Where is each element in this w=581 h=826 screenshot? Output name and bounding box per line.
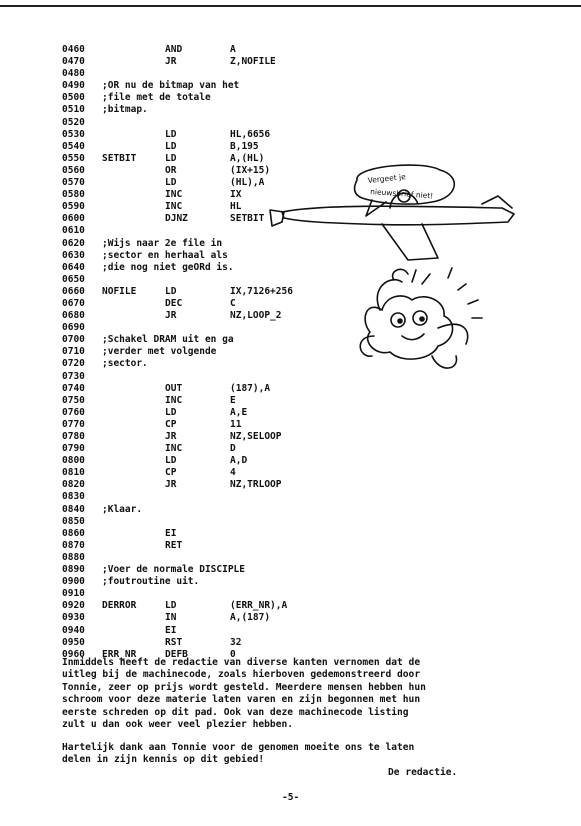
code-operand: IX (230, 189, 242, 201)
line-number: 0860 (62, 527, 85, 539)
line-number: 0570 (62, 177, 85, 189)
code-opcode: LD (165, 128, 177, 140)
line-number: 0720 (62, 358, 85, 370)
line-number: 0730 (62, 370, 85, 382)
code-comment: ;die nog niet geORd is. (102, 261, 234, 273)
line-number: 0880 (62, 551, 85, 563)
code-line (62, 141, 382, 153)
code-opcode: INC (165, 394, 183, 406)
code-opcode: EI (165, 624, 177, 636)
plane-wing (382, 224, 438, 260)
line-number: 0760 (62, 406, 85, 418)
code-operand: Z,NOFILE (230, 56, 276, 68)
line-number: 0700 (62, 334, 85, 346)
code-opcode: RST (165, 636, 183, 648)
code-line (62, 80, 382, 92)
line-number: 0770 (62, 418, 85, 430)
code-opcode: RET (165, 539, 183, 551)
code-opcode: JR (165, 56, 177, 68)
code-line (62, 516, 382, 528)
code-line (62, 117, 382, 129)
code-opcode: DEC (165, 297, 183, 309)
line-number: 0830 (62, 491, 85, 503)
code-line (62, 637, 382, 649)
line-number: 0650 (62, 273, 85, 285)
code-opcode: JR (165, 431, 177, 442)
code-opcode: EI (165, 527, 177, 539)
code-line (62, 56, 382, 68)
code-comment: ;bitmap. (102, 104, 148, 116)
line-number: 0640 (62, 261, 85, 273)
code-operand: NZ,TRLOOP (230, 479, 282, 491)
code-opcode: LD (165, 455, 177, 467)
line-number: 0560 (62, 164, 85, 176)
bubble-text-line1: Vergeet je (367, 172, 407, 185)
line-number: 0850 (62, 515, 85, 527)
code-label: ERR_NR (102, 648, 137, 660)
code-line (62, 92, 382, 104)
top-rule (0, 5, 581, 7)
code-operand: C (230, 297, 236, 309)
code-operand: A,E (230, 406, 248, 418)
page-number: -5- (282, 792, 300, 803)
code-line (62, 625, 382, 637)
bubble-text-line2: nieuwsbrief niet! (369, 187, 434, 201)
code-line (62, 104, 382, 116)
code-operand: IX,7126+256 (230, 285, 293, 297)
code-opcode: INC (165, 189, 183, 201)
line-number: 0900 (62, 576, 85, 588)
cartoon-illustration (262, 160, 522, 400)
code-line (62, 491, 382, 503)
line-number: 0480 (62, 68, 85, 80)
plane-fuselage (282, 206, 514, 225)
code-opcode: LD (165, 600, 177, 612)
code-comment: ;Schakel DRAM uit en ga (102, 334, 234, 346)
code-label: SETBIT (102, 152, 137, 164)
paragraph-thanks: Hartelijk dank aan Tonnie voor de genomen moeite ons te laten delen in zijn kennis op dit gebied! (62, 742, 415, 766)
code-opcode: LD (165, 152, 177, 164)
code-label: DERROR (102, 600, 137, 612)
code-opcode: LD (165, 406, 177, 418)
code-operand: 4 (230, 467, 236, 479)
code-operand: 32 (230, 636, 242, 648)
signature: De redactie. (388, 767, 458, 778)
line-number: 0690 (62, 322, 85, 334)
line-number: 0460 (62, 44, 85, 55)
code-line (62, 431, 382, 443)
line-number: 0530 (62, 128, 85, 140)
code-line (62, 407, 382, 419)
code-line (62, 467, 382, 479)
code-operand: B,195 (230, 140, 259, 152)
code-opcode: JR (165, 310, 177, 322)
line-number: 0500 (62, 92, 85, 104)
code-comment: ;OR nu de bitmap van het (102, 80, 240, 92)
code-comment: ;Wijs naar 2e file in (102, 237, 223, 249)
code-operand: A,D (230, 455, 248, 467)
code-opcode: DJNZ (165, 213, 188, 225)
code-operand: HL,6656 (230, 128, 271, 140)
line-number: 0680 (62, 310, 85, 322)
code-line (62, 68, 382, 80)
code-opcode: OR (165, 164, 177, 176)
line-number: 0670 (62, 297, 85, 309)
code-operand: SETBIT (230, 213, 265, 225)
code-operand: NZ,LOOP_2 (230, 310, 282, 322)
code-opcode: INC (165, 201, 183, 213)
line-number: 0580 (62, 189, 85, 201)
code-opcode: LD (165, 285, 177, 297)
code-operand: (HL),A (230, 177, 265, 189)
line-number: 0490 (62, 80, 85, 92)
line-number: 0590 (62, 201, 85, 213)
code-comment: ;sector en herhaal als (102, 249, 228, 261)
code-operand: E (230, 394, 236, 406)
code-line (62, 44, 382, 56)
code-line (62, 479, 382, 491)
code-line (62, 504, 382, 516)
line-number: 0790 (62, 443, 85, 455)
code-operand: HL (230, 201, 242, 213)
line-number: 0920 (62, 600, 85, 612)
code-opcode: IN (165, 612, 177, 624)
line-number: 0780 (62, 431, 85, 442)
code-opcode: CP (165, 418, 177, 430)
line-number: 0930 (62, 612, 85, 624)
code-operand: (187),A (230, 382, 271, 394)
code-operand: 0 (230, 648, 236, 660)
code-comment: ;foutroutine uit. (102, 576, 200, 588)
line-number: 0800 (62, 455, 85, 467)
code-opcode: JR (165, 479, 177, 491)
code-comment: ;Voer de normale DISCIPLE (102, 564, 245, 576)
code-line (62, 552, 382, 564)
line-number: 0890 (62, 564, 85, 576)
line-number: 0810 (62, 467, 85, 479)
line-number: 0960 (62, 648, 85, 660)
line-number: 0660 (62, 285, 85, 297)
code-opcode: DEFB (165, 648, 188, 660)
code-operand: (ERR_NR),A (230, 600, 288, 612)
line-number: 0540 (62, 140, 85, 152)
code-line (62, 419, 382, 431)
line-number: 0840 (62, 503, 85, 515)
line-number: 0550 (62, 152, 85, 164)
code-line (62, 129, 382, 141)
code-opcode: AND (165, 44, 183, 55)
line-number: 0870 (62, 539, 85, 551)
code-operand: NZ,SELOOP (230, 431, 282, 442)
code-operand: A,(187) (230, 612, 271, 624)
code-line (62, 588, 382, 600)
line-number: 0750 (62, 394, 85, 406)
code-line (62, 443, 382, 455)
line-number: 0740 (62, 382, 85, 394)
code-line (62, 576, 382, 588)
line-number: 0630 (62, 249, 85, 261)
code-opcode: LD (165, 177, 177, 189)
code-operand: A,(HL) (230, 152, 265, 164)
code-comment: ;verder met volgende (102, 346, 217, 358)
code-opcode: INC (165, 443, 183, 455)
code-operand: (IX+15) (230, 164, 271, 176)
code-line (62, 612, 382, 624)
code-line (62, 564, 382, 576)
code-operand: 11 (230, 418, 242, 430)
code-comment: ;file met de totale (102, 92, 211, 104)
line-number: 0610 (62, 225, 85, 237)
code-opcode: OUT (165, 382, 183, 394)
line-number: 0600 (62, 213, 85, 225)
code-operand: A (230, 44, 236, 55)
code-comment: ;sector. (102, 358, 148, 370)
line-number: 0510 (62, 104, 85, 116)
code-comment: ;Klaar. (102, 503, 143, 515)
line-number: 0820 (62, 479, 85, 491)
line-number: 0710 (62, 346, 85, 358)
line-number: 0950 (62, 636, 85, 648)
code-opcode: CP (165, 467, 177, 479)
code-operand: D (230, 443, 236, 455)
line-number: 0520 (62, 116, 85, 128)
line-number: 0470 (62, 56, 85, 68)
paragraph-editorial: Inmiddels heeft de redactie van diverse kanten vernomen dat de uitleg bij de machinecode, zoals hierboven gedemonstreerd door Tonnie, zeer op prijs wordt gesteld. Meerdere mensen hebben hun schroom voor deze materie laten varen en zijn begonnen met hun eerste schreden op dit pad. Ook van deze machinecode listing zult u dan ook weer veel plezier hebben. (62, 657, 426, 731)
code-label: NOFILE (102, 285, 137, 297)
code-line (62, 600, 382, 612)
code-line (62, 528, 382, 540)
line-number: 0620 (62, 237, 85, 249)
code-line (62, 540, 382, 552)
code-line (62, 455, 382, 467)
line-number: 0940 (62, 624, 85, 636)
code-opcode: LD (165, 140, 177, 152)
line-number: 0910 (62, 588, 85, 600)
